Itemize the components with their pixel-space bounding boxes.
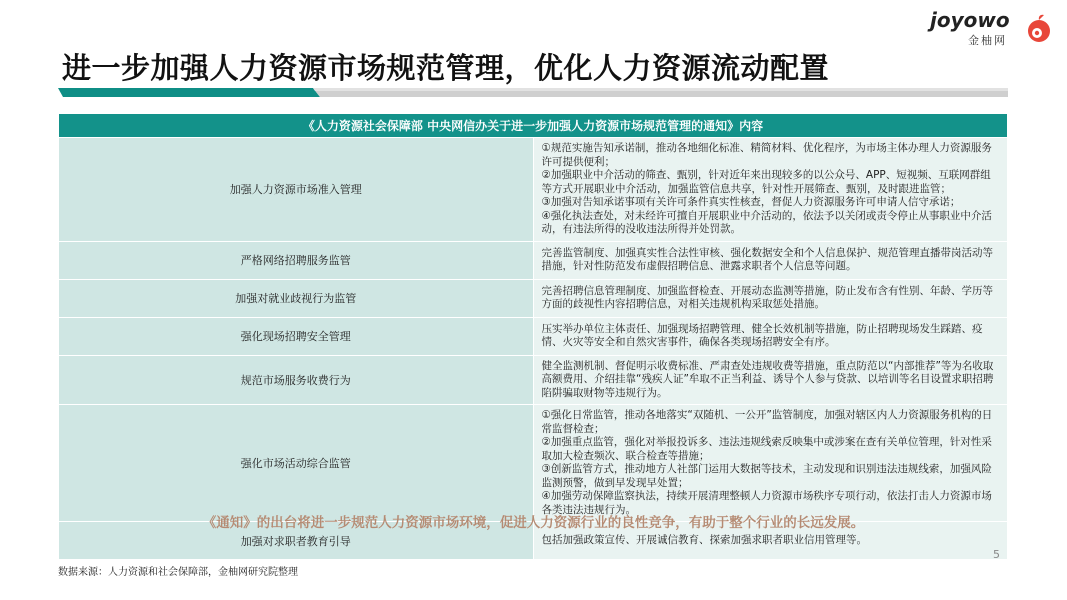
row-description [533,138,1008,242]
page-number: 5 [993,548,1000,561]
table-row [59,279,1008,317]
logo-subtitle: 金柚网 [968,34,1007,47]
description-line: ③加强对告知承诺事项有关许可条件真实性核查，督促人力资源服务许可申请人信守承诺； [541,196,961,208]
row-category: 强化市场活动综合监管 [59,405,534,522]
page-title: 进一步加强人力资源市场规范管理，优化人力资源流动配置 [62,51,830,85]
source-note: 数据来源：人力资源和社会保障部，金柚网研究院整理 [58,567,298,578]
description-line: 压实举办单位主体责任、加强现场招聘管理、健全长效机制等措施，防止招聘现场发生踩踏、疫情、火灾等安全和自然灾害事件，确保各类现场招聘安全有序。 [541,322,983,348]
row-description [533,317,1008,355]
description-line: ①规范实施告知承诺制，推动各地细化标准、精简材料、优化程序，为市场主体办理人力资源服务许可提供便利； [541,142,992,168]
description-line: 健全监测机制、督促明示收费标准、严肃查处违规收费等措施，重点防范以“内部推荐”等为名收取高额费用、介绍挂靠“残疾人证”牟取不正当利益、诱导个人参与贷款、以培训等名目设置求职招聘陷阱骗取财物等违规行为。 [541,359,994,399]
row-description [533,355,1008,405]
row-category: 加强人力资源市场准入管理 [59,138,534,242]
grapefruit-icon [1024,14,1052,44]
table-header: 《人力资源社会保障部 中央网信办关于进一步加强人力资源市场规范管理的通知》内容 [59,114,1008,138]
description-line: ②加强职业中介活动的筛查、甄别，针对近年来出现较多的以公众号、APP、短视频、互联网群组等方式开展职业中介活动，加强监管信息共享，针对性开展筛查、甄别，及时跟进监管； [541,169,991,195]
row-category: 严格网络招聘服务监管 [59,241,534,279]
description-line: ③创新监管方式，推动地方人社部门运用大数据等技术，主动发现和识别违法违规线索，加强风险监测预警，做到早发现早处置； [541,463,992,489]
table-row [59,241,1008,279]
row-category: 加强对求职者教育引导 [59,522,534,560]
description-line: ④强化执法查处，对未经许可擅自开展职业中介活动的，依法予以关闭或责令停止从事职业中介活动，有违法所得的没收违法所得并处罚款。 [541,209,992,235]
table-row [59,355,1008,405]
description-line: 包括加强政策宣传、开展诚信教育、探索加强求职者职业信用管理等。 [541,533,867,546]
row-description [533,279,1008,317]
description-line: ①强化日常监管，推动各地落实“双随机、一公开”监管制度，加强对辖区内人力资源服务机构的日常监督检查； [541,409,993,435]
policy-table [58,113,1008,560]
description-line: ②加强重点监管，强化对举报投诉多、违法违规线索反映集中或涉案在查有关单位管理，针对性采取加大检查频次、联合检查等措施； [541,436,992,462]
table-row [59,138,1008,242]
row-category: 强化现场招聘安全管理 [59,317,534,355]
table-row [59,405,1008,522]
summary-statement: 《通知》的出台将进一步规范人力资源市场环境，促进人力资源行业的良性竞争，有助于整个行业的长远发展。 [202,515,865,531]
description-line: 完善招聘信息管理制度、加强监督检查、开展动态监测等措施，防止发布含有性别、年龄、学历等方面的歧视性内容招聘信息，对相关违规机构采取惩处措施。 [541,284,993,310]
logo-wordmark: joyowo [930,8,1010,32]
brand-logo [930,8,1055,48]
description-line: ④加强劳动保障监察执法，持续开展清理整顿人力资源市场秩序专项行动，依法打击人力资源市场各类违法违规行为。 [541,490,992,516]
row-description [533,405,1008,522]
row-description [533,241,1008,279]
title-underline-band [58,88,1008,97]
row-category: 规范市场服务收费行为 [59,355,534,405]
table-row [59,317,1008,355]
row-category: 加强对就业歧视行为监管 [59,279,534,317]
description-line: 完善监管制度、加强真实性合法性审核、强化数据安全和个人信息保护、规范管理直播带岗活动等措施，针对性防范发布虚假招聘信息、泄露求职者个人信息等问题。 [541,246,993,272]
